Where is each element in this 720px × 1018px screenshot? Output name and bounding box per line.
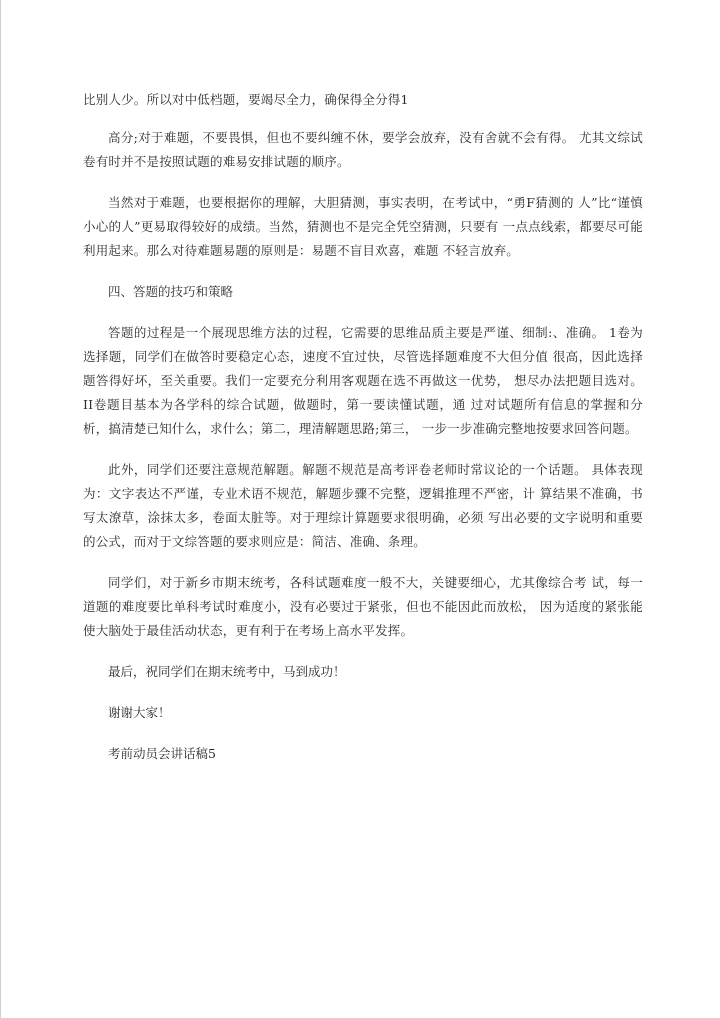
paragraph-exam-mindset: 同学们，对于新乡市期末统考，各科试题难度一般不大，关键要细心，尤其像综合考 试，每一道题的难度要比单科考试时难度小，没有必要过于紧张，但也不能因此而放松， 因为适度的紧张能使大脑处于最佳活动状态，更有利于在考场上高水平发挥。 <box>83 575 643 638</box>
paragraph-intro-continuation: 比别人少。所以对中低档题，要竭尽全力，确保得全分得1 <box>83 92 409 107</box>
paragraph-guessing-strategy: 当然对于难题，也要根据你的理解，大胆猜测，事实表明，在考试中，“勇F猜测的 人”比“谨慎小心的人”更易取得较好的成绩。当然，猜测也不是完全凭空猜测，只要有 一点点线索，都要尽可能利用起来。那么对待难题易题的原则是：易题不盲目欢喜，难题 不轻言放弃。 <box>83 195 643 258</box>
paragraph-answer-process: 答题的过程是一个展现思维方法的过程，它需要的思维品质主要是严谨、细制:、准确。 1卷为选择题，同学们在做答时要稳定心态，速度不宜过快，尽管选择题难度不大但分值 很高，因此选择题答得好坏，至关重要。我们一定要充分利用客观题在选不再做这一优势， 想尽办法把题目选对。II卷题目基本为各学科的综合试题，做题时，第一要读懂试题，通 过对试题所有信息的掌握和分析，搞清楚已知什么，求什么；第二，理清解题思路;第三， 一步一步准确完整地按要求回答问题。 <box>83 325 643 436</box>
paragraph-thanks: 谢谢大家！ <box>108 705 171 720</box>
section-heading-answer-techniques: 四、答题的技巧和策略 <box>108 284 234 299</box>
paragraph-difficult-questions: 高分;对于难题，不要畏惧，但也不要纠缠不休，要学会放弃，没有舍就不会有得。 尤其文综试卷有时并不是按照试题的难易安排试题的顺序。 <box>83 130 643 169</box>
paragraph-closing-wish: 最后，祝同学们在期末统考中，马到成功！ <box>108 664 346 679</box>
next-document-title: 考前动员会讲话稿5 <box>108 746 216 761</box>
paragraph-standard-answers: 此外，同学们还要注意规范解题。解题不规范是高考评卷老师时常议论的一个话题。 具体表现为：文字表达不严谨，专业术语不规范，解题步骤不完整，逻辑推理不严密，计 算结果不准确，书写太潦草，涂抹太多，卷面太脏等。对于理综计算题要求很明确，必须 写出必要的文字说明和重要的公式，而对于文综答题的要求则应是：简洁、准确、条理。 <box>83 462 643 549</box>
document-body <box>83 88 643 783</box>
